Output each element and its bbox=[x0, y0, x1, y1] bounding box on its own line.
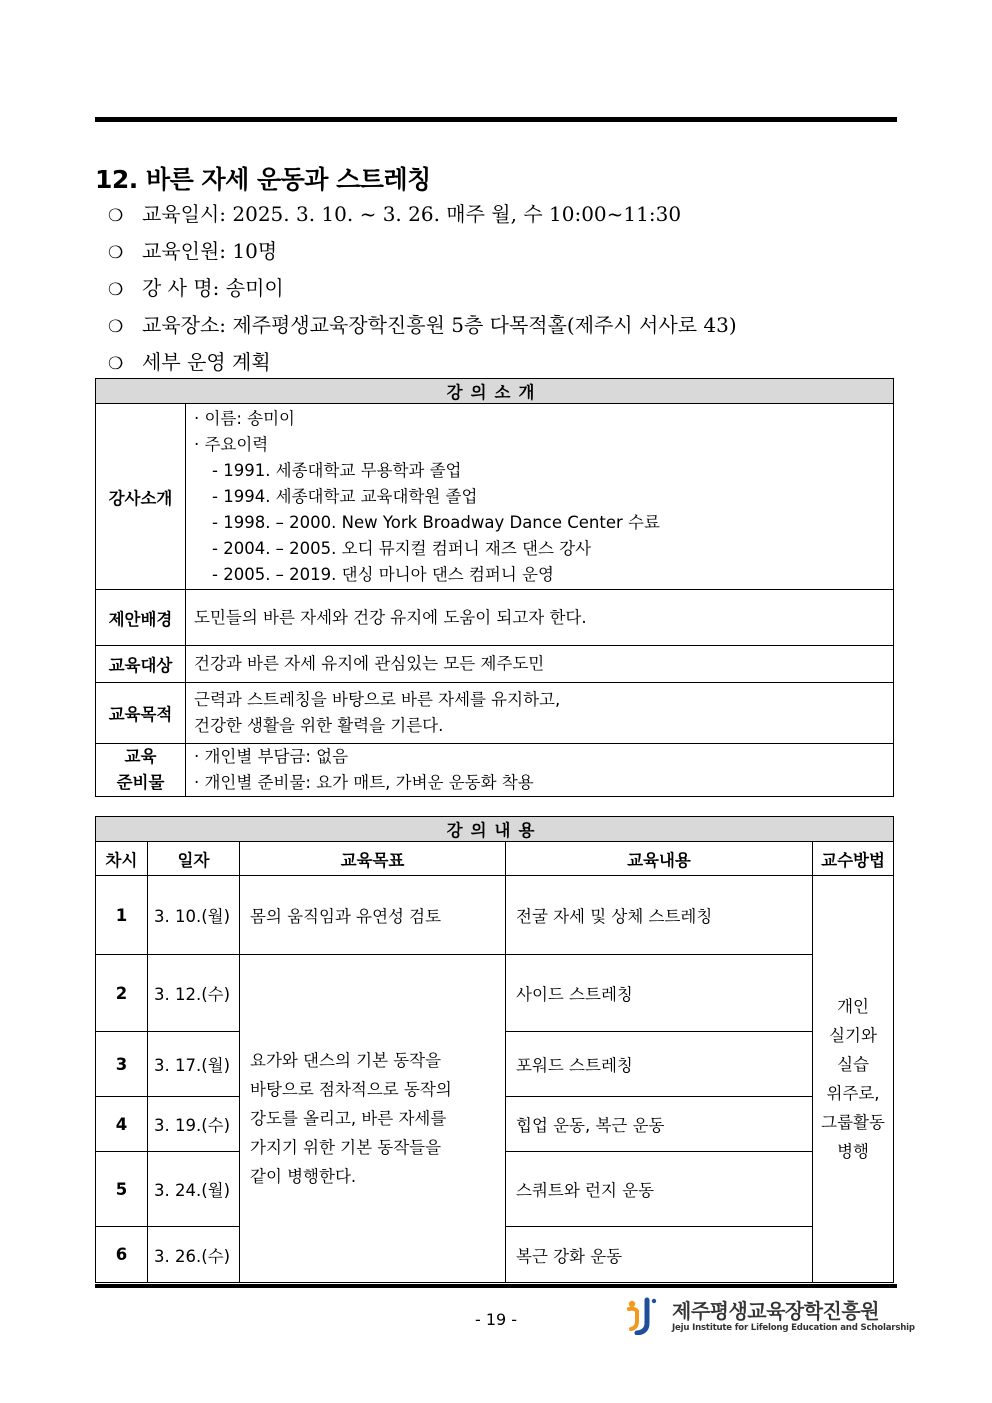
method-line: 실습 bbox=[837, 1055, 869, 1074]
target-text: 건강과 바른 자세 유지에 관심있는 모든 제주도민 bbox=[186, 646, 894, 683]
goal-label: 교육목적 bbox=[96, 683, 186, 744]
career-item: - 1991. 세종대학교 무용학과 졸업 bbox=[212, 460, 462, 480]
instructor-line: · 주요이력 bbox=[194, 434, 269, 454]
info-headcount-text: 교육인원: 10명 bbox=[142, 239, 278, 263]
goal-line: 요가와 댄스의 기본 동작을 bbox=[250, 1051, 442, 1070]
circle-bullet-icon: ❍ bbox=[108, 206, 124, 226]
session-date: 3. 24.(월) bbox=[148, 1152, 240, 1227]
session-date: 3. 12.(수) bbox=[148, 955, 240, 1032]
goal-line: 근력과 스트레칭을 바탕으로 바른 자세를 유지하고, bbox=[194, 690, 561, 709]
info-plan-text: 세부 운영 계획 bbox=[142, 350, 271, 374]
table-row bbox=[96, 876, 894, 955]
goal-line: 강도를 올리고, 바른 자세를 bbox=[250, 1109, 447, 1128]
goal-line: 가지기 위한 기본 동작들을 bbox=[250, 1138, 442, 1157]
info-headcount bbox=[108, 236, 888, 266]
column-header-date: 일자 bbox=[148, 842, 240, 876]
bottom-rule bbox=[95, 1284, 897, 1288]
circle-bullet-icon: ❍ bbox=[108, 317, 124, 337]
instructor-label: 강사소개 bbox=[96, 404, 186, 590]
session-number: 3 bbox=[96, 1032, 148, 1097]
background-label: 제안배경 bbox=[96, 590, 186, 646]
materials-line: · 개인별 준비물: 요가 매트, 가벼운 운동화 착용 bbox=[194, 773, 534, 792]
page-number: - 19 - bbox=[474, 1310, 518, 1329]
column-header-no: 차시 bbox=[96, 842, 148, 876]
career-item: - 2004. – 2005. 오디 뮤지컬 컴퍼니 재즈 댄스 강사 bbox=[212, 538, 592, 558]
goal-line: 건강한 생활을 위한 활력을 기른다. bbox=[194, 716, 444, 735]
column-header-content: 교육내용 bbox=[506, 842, 813, 876]
method-line: 병행 bbox=[837, 1142, 869, 1161]
goal-line: 같이 병행한다. bbox=[250, 1167, 357, 1186]
career-item: - 1998. – 2000. New York Broadway Dance Center 수료 bbox=[212, 512, 660, 532]
career-item: - 2005. – 2019. 댄싱 마니아 댄스 컴퍼니 운영 bbox=[212, 564, 554, 584]
session-content: 포워드 스트레칭 bbox=[506, 1032, 813, 1097]
materials-label bbox=[96, 744, 186, 797]
method-line: 위주로, bbox=[826, 1084, 880, 1103]
session-date: 3. 17.(월) bbox=[148, 1032, 240, 1097]
circle-bullet-icon: ❍ bbox=[108, 243, 124, 263]
column-header-method: 교수방법 bbox=[813, 842, 894, 876]
background-text: 도민들의 바른 자세와 건강 유지에 도움이 되고자 한다. bbox=[186, 590, 894, 646]
org-name-en: Jeju Institute for Lifelong Education and Scholarship bbox=[672, 1323, 915, 1333]
intro-header: 강의소개 bbox=[96, 379, 894, 404]
instructor-line: · 이름: 송미이 bbox=[194, 408, 295, 428]
schedule-table bbox=[95, 816, 894, 1283]
info-location bbox=[108, 310, 888, 340]
session-date: 3. 19.(수) bbox=[148, 1097, 240, 1152]
section-title: 12. 바른 자세 운동과 스트레칭 bbox=[95, 165, 431, 194]
session-goal bbox=[240, 955, 506, 1283]
session-content: 사이드 스트레칭 bbox=[506, 955, 813, 1032]
session-date: 3. 10.(월) bbox=[148, 876, 240, 955]
content-header: 강의내용 bbox=[96, 817, 894, 842]
table-row bbox=[96, 955, 894, 1032]
session-date: 3. 26.(수) bbox=[148, 1227, 240, 1283]
column-header-goal: 교육목표 bbox=[240, 842, 506, 876]
info-instructor-text: 강 사 명: 송미이 bbox=[142, 276, 284, 300]
top-rule bbox=[95, 117, 897, 122]
method-line: 그룹활동 bbox=[821, 1113, 885, 1132]
materials-content bbox=[186, 744, 894, 797]
intro-table bbox=[95, 378, 894, 797]
session-number: 2 bbox=[96, 955, 148, 1032]
career-item: - 1994. 세종대학교 교육대학원 졸업 bbox=[212, 486, 478, 506]
goal-line: 바탕으로 점차적으로 동작의 bbox=[250, 1080, 452, 1099]
org-name: 제주평생교육장학진흥원 bbox=[672, 1299, 880, 1323]
info-date-text: 교육일시: 2025. 3. 10. ~ 3. 26. 매주 월, 수 10:00~11:30 bbox=[142, 202, 682, 226]
target-label: 교육대상 bbox=[96, 646, 186, 683]
session-content: 스쿼트와 런지 운동 bbox=[506, 1152, 813, 1227]
session-content: 힙업 운동, 복근 운동 bbox=[506, 1097, 813, 1152]
session-number: 1 bbox=[96, 876, 148, 955]
method-line: 개인 bbox=[837, 997, 869, 1016]
session-goal: 몸의 움직임과 유연성 검토 bbox=[240, 876, 506, 955]
materials-line: · 개인별 부담금: 없음 bbox=[194, 747, 349, 766]
info-location-text: 교육장소: 제주평생교육장학진흥원 5층 다목적홀(제주시 서사로 43) bbox=[142, 313, 737, 337]
session-number: 4 bbox=[96, 1097, 148, 1152]
circle-bullet-icon: ❍ bbox=[108, 354, 124, 374]
instructor-content bbox=[186, 404, 894, 590]
info-plan bbox=[108, 347, 888, 377]
session-number: 5 bbox=[96, 1152, 148, 1227]
materials-label-line: 교육 bbox=[124, 747, 157, 766]
session-content: 복근 강화 운동 bbox=[506, 1227, 813, 1283]
method-line: 실기와 bbox=[829, 1026, 877, 1045]
goal-content bbox=[186, 683, 894, 744]
jeju-logo-icon bbox=[625, 1295, 665, 1335]
teaching-method bbox=[813, 876, 894, 1283]
circle-bullet-icon: ❍ bbox=[108, 280, 124, 300]
session-number: 6 bbox=[96, 1227, 148, 1283]
materials-label-line: 준비물 bbox=[116, 773, 165, 792]
org-logo bbox=[625, 1293, 915, 1339]
info-instructor bbox=[108, 273, 888, 303]
info-date bbox=[108, 199, 888, 229]
session-content: 전굴 자세 및 상체 스트레칭 bbox=[506, 876, 813, 955]
